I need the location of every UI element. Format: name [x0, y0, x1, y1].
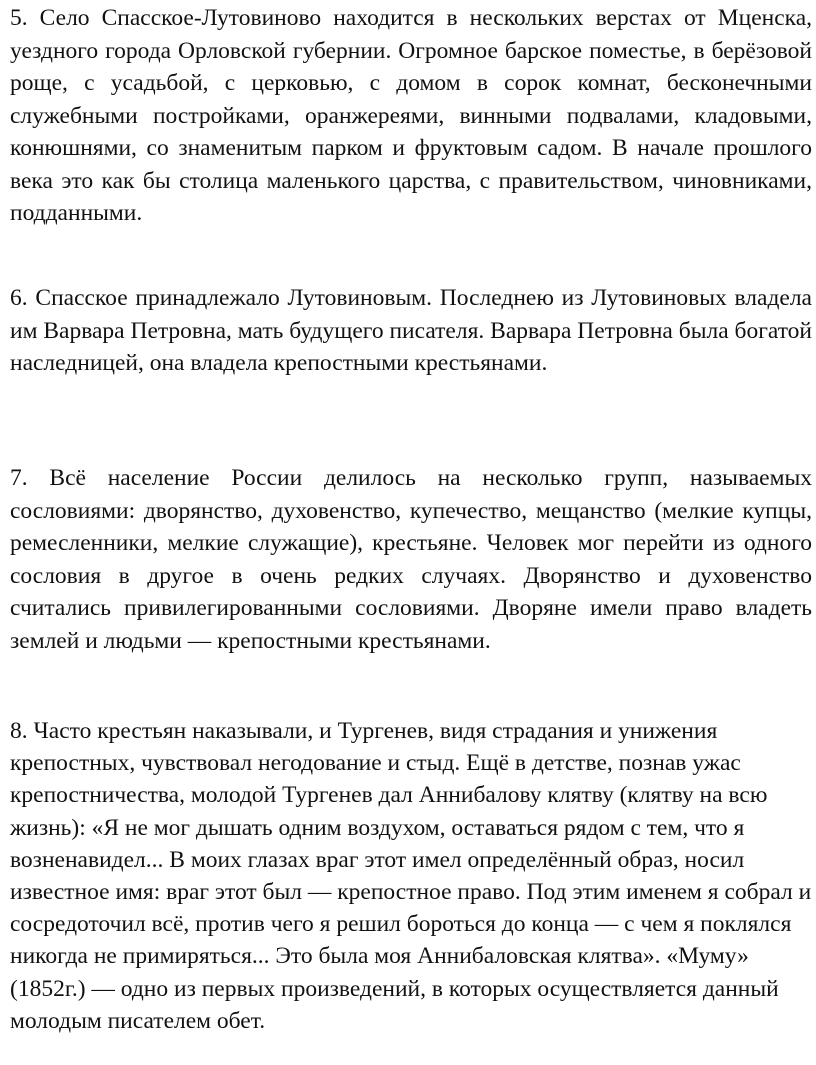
paragraph-7: 7. Всё население России делилось на несколько групп, называемых сословиями: дворянство, духовенство, купечество, мещанство (мелкие купцы, ремесленники, мелкие служащие), крестьяне. Человек мог перейти из одного сословия в другое в очень редких случаях. Дворянство и духовенство считались привилегированными сословиями. Дворяне имели право владеть землей и людьми — крепостными крестьянами. — [10, 465, 812, 654]
paragraph-6: 6. Спасское принадлежало Лутовиновым. Последнею из Лутовиновых владела им Варвара Петровна, мать будущего писателя. Варвара Петровна была богатой наследницей, она владела крепостными крестьянами. — [10, 285, 812, 376]
paragraph-5: 5. Село Спасское-Лутовиново находится в нескольких верстах от Мценска, уездного города Орловской губернии. Огромное барское поместье, в берёзовой роще, с усадьбой, с церковью, с домом в сорок комнат, бесконечными служебными постройками, оранжереями, винными подвалами, кладовыми, конюшнями, со знаменитым парком и фруктовым садом. В начале прошлого века это как бы столица маленького царства, с правительством, чиновниками, подданными. — [10, 5, 812, 226]
paragraph-8: 8. Часто крестьян наказывали, и Тургенев, видя страдания и унижения крепостных, чувствовал негодование и стыд. Ещё в детстве, познав ужас крепостничества, молодой Тургенев дал Аннибалову клятву (клятву на всю жизнь): «Я не мог дышать одним воздухом, оставаться рядом с тем, что я возненавидел... В моих глазах враг этот имел определённый образ, носил известное имя: враг этот был — крепостное право. Под этим именем я собрал и сосредоточил всё, против чего я решил бороться до конца — с чем я поклялся никогда не примиряться... Это была моя Аннибаловская клятва». «Муму» (1852г.) — одно из первых произведений, в которых осуществляется данный молодым писателем обет. — [10, 718, 812, 1034]
